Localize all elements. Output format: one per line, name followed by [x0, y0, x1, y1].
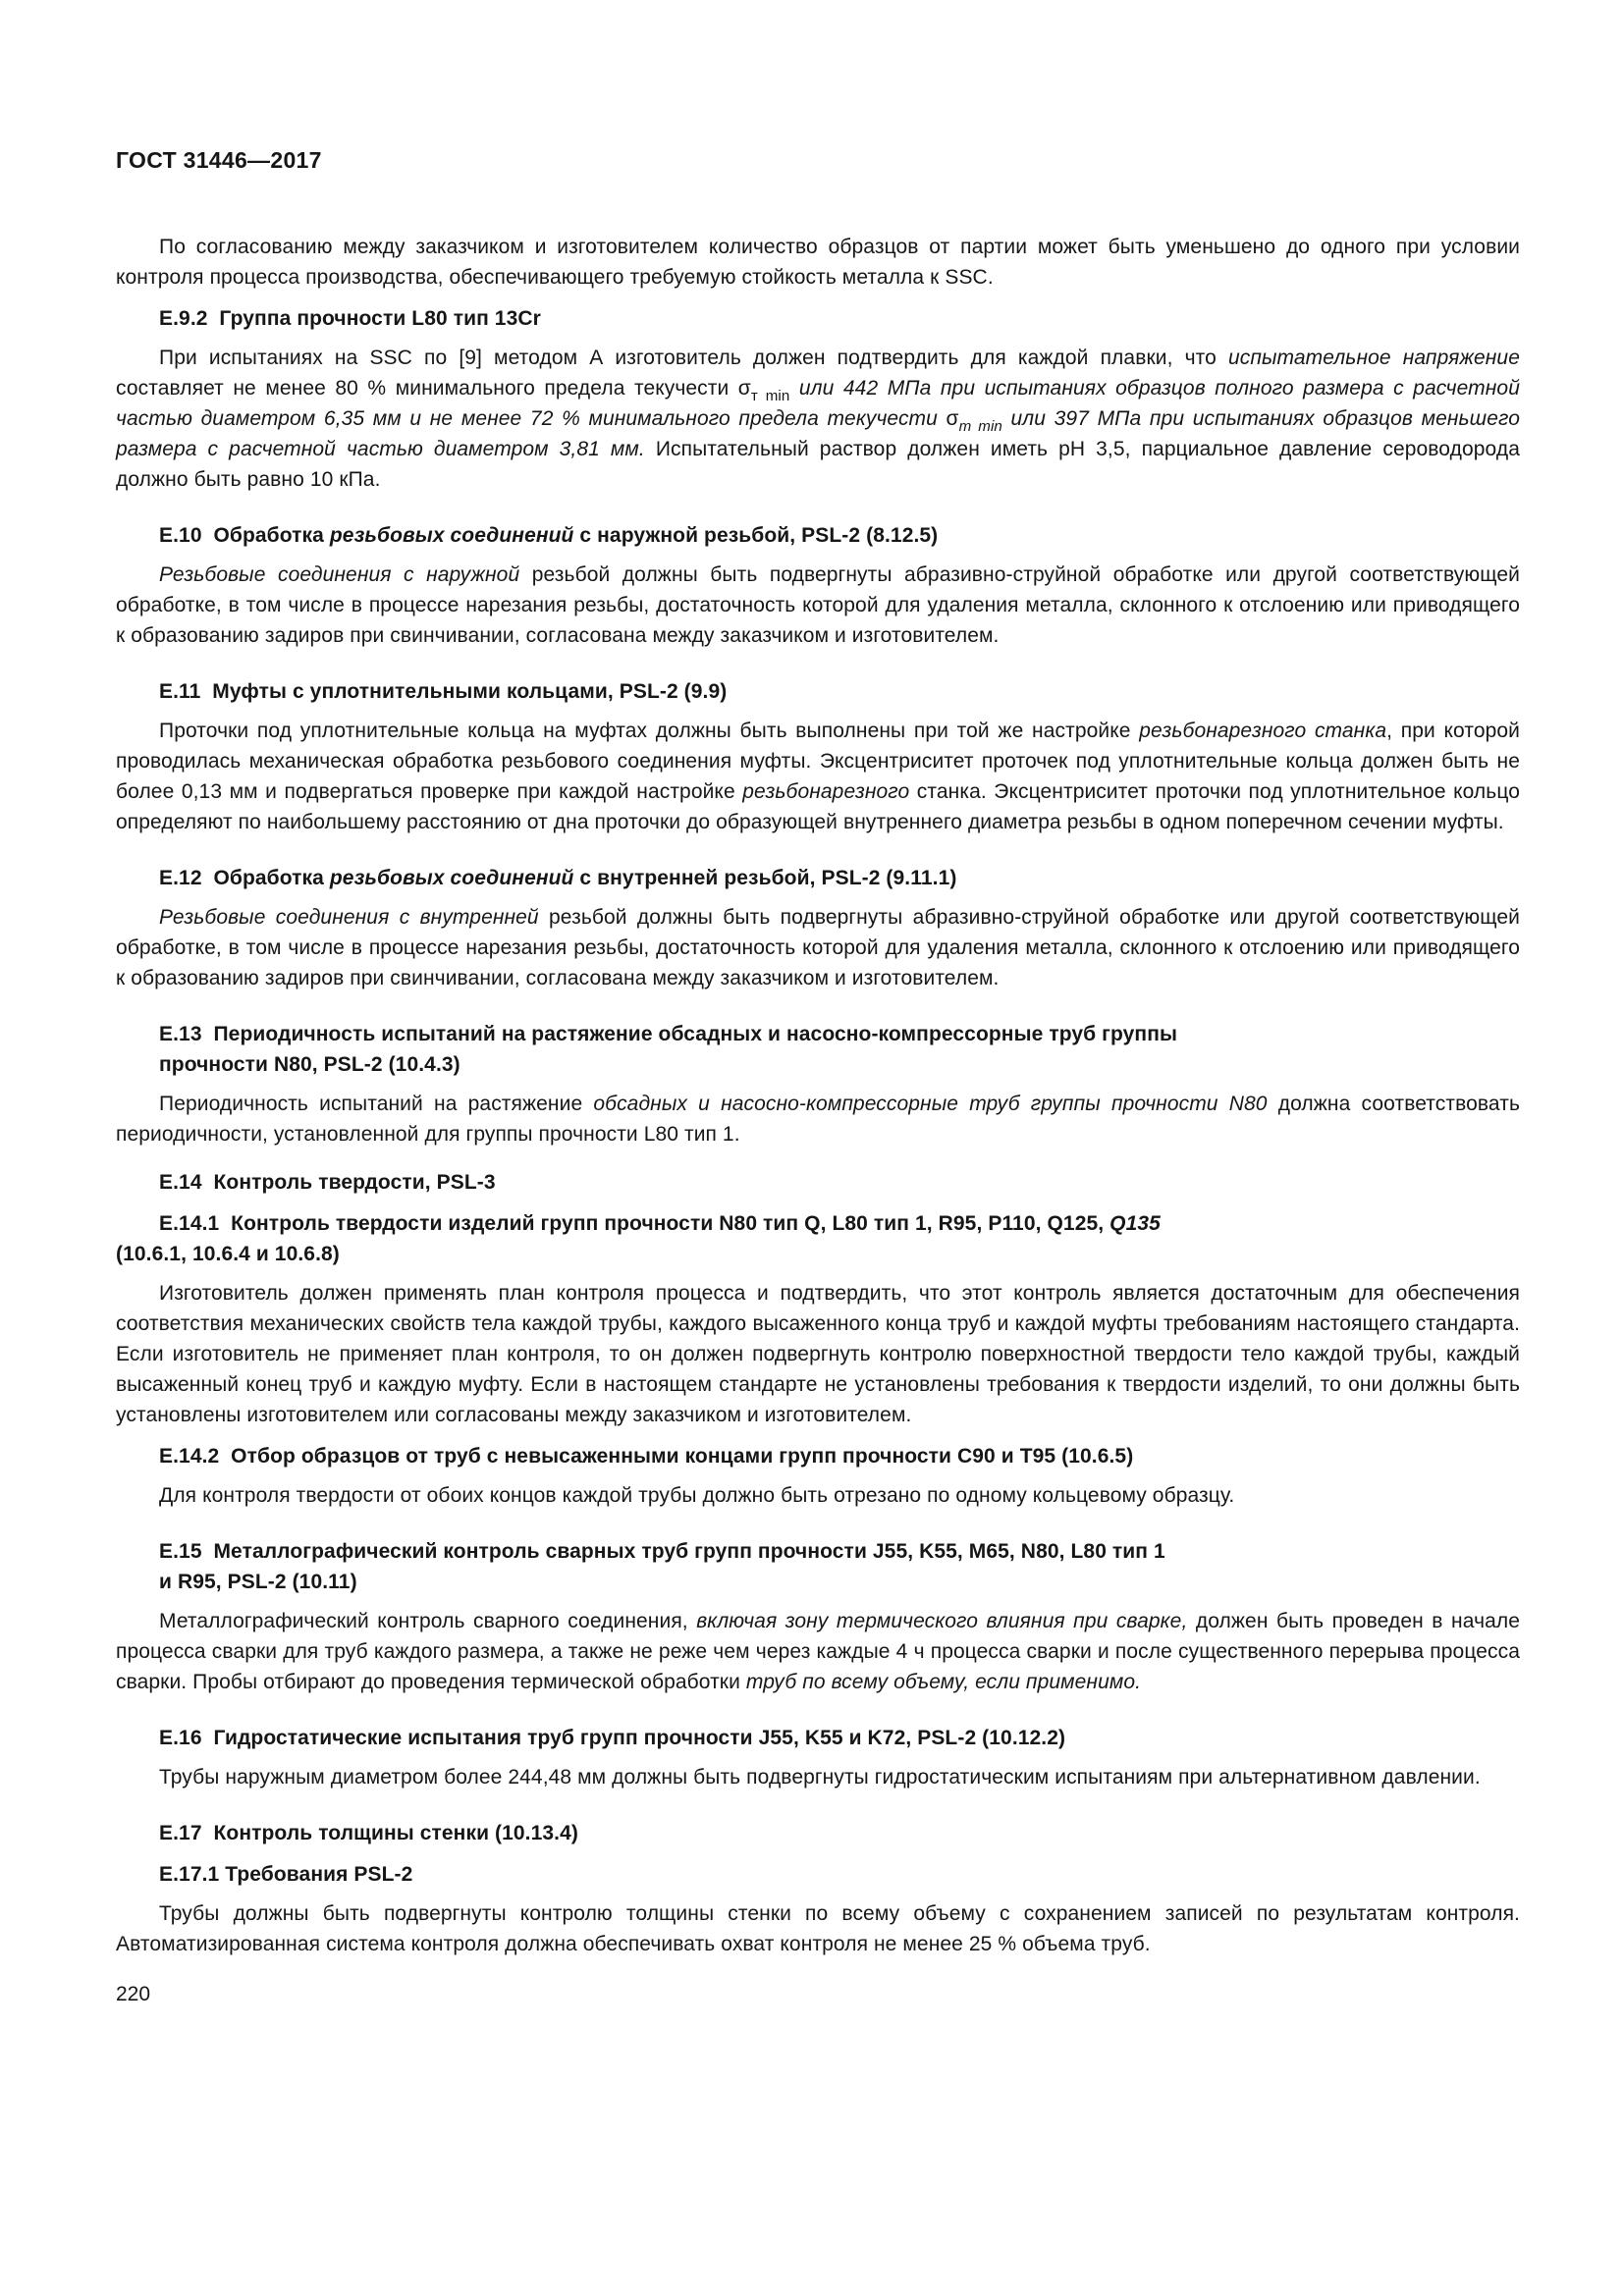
text-run: с наружной резьбой, PSL-2 (8.12.5): [573, 524, 939, 547]
text-run: σ: [946, 407, 959, 430]
text-run: обсадных и насосно-компрессорные труб группы прочности N80: [593, 1093, 1268, 1115]
section-heading: [159, 863, 1520, 893]
section-heading: [159, 1167, 1520, 1198]
section-heading: [159, 1441, 1520, 1471]
text-run: Изготовитель должен применять план контроля процесса и подтвердить, что этот контроль является достаточным для обеспечения соответствия механических свойств тела каждой трубы, каждого высаженного конца труб и каждой муфты требованиям настоящего стандарта. Если изготовитель не применяет план контроля, то он должен подвергнуть контролю поверхностной твердости тело каждой трубы, каждый высаженный конец труб и каждую муфту. Если в настоящем стандарте не установлены требования к твердости изделий, то они должны быть установлены изготовителем или согласованы между заказчиком и изготовителем.: [116, 1282, 1520, 1426]
document-content: [116, 232, 1520, 1959]
body-paragraph: [116, 1762, 1520, 1792]
text-run: резьбовых соединений: [329, 524, 574, 547]
text-run: Металлографический контроль сварного соединения,: [159, 1610, 697, 1632]
body-paragraph: [116, 1606, 1520, 1697]
text-run: Е.14 Контроль твердости, PSL-3: [159, 1171, 496, 1194]
text-run: прочности N80, PSL-2 (10.4.3): [159, 1053, 460, 1076]
document-header-title: ГОСТ 31446—2017: [116, 147, 322, 173]
subscript-run: т min: [750, 387, 790, 404]
section-heading: [159, 520, 1520, 551]
text-run: Проточки под уплотнительные кольца на муфтах должны быть выполнены при той же настройке: [159, 720, 1140, 742]
subscript-run: т min: [958, 417, 1002, 435]
text-run: (10.6.1, 10.6.4 и 10.6.8): [116, 1243, 340, 1265]
text-run: должен быть проведен в начале процесса сварки для труб каждого размера, а также не реже чем через каждые 4 ч процесса сварки и после существенного перерыва процесса сварки. Пробы отбирают до проведения термической обработки: [116, 1610, 1521, 1693]
text-run: должна соответствовать периодичности, установленной для группы прочности L80 тип 1.: [116, 1093, 1520, 1146]
text-run: резьбовых соединений: [329, 867, 574, 889]
text-run: Испытательный раствор должен иметь pH 3,5, парциальное давление сероводорода должно быть равно 10 кПа.: [116, 438, 1520, 491]
body-paragraph: [116, 1089, 1520, 1149]
body-paragraph: [116, 1898, 1520, 1959]
text-run: труб по всему объему, если применимо.: [745, 1671, 1142, 1693]
section-heading: [159, 1859, 1520, 1890]
text-run: с внутренней резьбой, PSL-2 (9.11.1): [573, 867, 957, 889]
text-run: или 442 МПа при испытаниях образцов полного размера с расчетной частью диаметром 6,35 мм и не менее 72 % минимального предела текучести: [116, 377, 1520, 430]
text-run: резьбой должны быть подвергнуты абразивно-струйной обработке или другой соответствующей обработке, в том числе в процессе нарезания резьбы, достаточность которой для удаления металла, склонного к отслоению или приводящего к образованию задиров при свинчивании, согласована между заказчиком и изготовителем.: [116, 906, 1520, 989]
text-run: , при которой проводилась механическая обработка резьбового соединения муфты. Эксцентриситет проточек под уплотнительные кольца должен быть не более 0,13 мм и подвергаться проверке при каждой настройке: [116, 720, 1520, 803]
text-run: Е.14.1 Контроль твердости изделий групп прочности N80 тип Q, L80 тип 1, R95, P110, Q125,: [159, 1212, 1110, 1235]
text-run: По согласованию между заказчиком и изготовителем количество образцов от партии может быть уменьшено до одного при условии контроля процесса производства, обеспечивающего требуемую стойкость металла к SSC.: [116, 236, 1520, 289]
text-run: Е.16 Гидростатические испытания труб групп прочности J55, K55 и K72, PSL-2 (10.12.2): [159, 1727, 1066, 1749]
text-run: станка. Эксцентриситет проточки под уплотнительное кольцо определяют по наибольшему расстоянию от дна проточки до образующей внутреннего диаметра резьбы в одном поперечном сечении муфты.: [116, 780, 1520, 833]
text-run: Резьбовые соединения с наружной: [159, 563, 520, 586]
text-run: Q135: [1109, 1212, 1161, 1235]
body-paragraph: [116, 716, 1520, 837]
body-paragraph: [116, 1278, 1520, 1430]
text-run: Резьбовые соединения с внутренней: [159, 906, 539, 929]
text-run: или 397 МПа при испытаниях образцов меньшего размера с расчетной частью диаметром 3,81 мм.: [116, 407, 1520, 460]
text-run: При испытаниях на SSC по [9] методом А изготовитель должен подтвердить для каждой плавки, что: [159, 347, 1228, 369]
text-run: включая зону термического влияния при сварке,: [696, 1610, 1188, 1632]
section-heading: [159, 1019, 1520, 1080]
text-run: Е.12 Обработка: [159, 867, 330, 889]
text-run: Е.13 Периодичность испытаний на растяжение обсадных и насосно-компрессорные труб группы: [159, 1023, 1178, 1045]
body-paragraph: [116, 902, 1520, 993]
page-number: 220: [116, 1983, 151, 2005]
body-paragraph: [116, 232, 1520, 293]
section-heading: [116, 1208, 1520, 1269]
text-run: испытательное напряжение: [1227, 347, 1520, 369]
text-run: резьбой должны быть подвергнуты абразивно-струйной обработке или другой соответствующей обработке, в том числе в процессе нарезания резьбы, достаточность которой для удаления металла, склонного к отслоению или приводящего к образованию задиров при свинчивании, согласована между заказчиком и изготовителем.: [116, 563, 1521, 647]
text-run: Периодичность испытаний на растяжение: [159, 1093, 594, 1115]
text-run: резьбонарезного станка: [1139, 720, 1387, 742]
text-run: Трубы наружным диаметром более 244,48 мм должны быть подвергнуты гидростатическим испытаниям при альтернативном давлении.: [159, 1766, 1481, 1789]
text-run: Е.10 Обработка: [159, 524, 330, 547]
text-run: Е.17.1 Требования PSL-2: [159, 1863, 413, 1886]
section-heading: [159, 1536, 1520, 1597]
text-run: и R95, PSL-2 (10.11): [159, 1571, 357, 1593]
body-paragraph: [116, 343, 1520, 495]
text-run: Е.17 Контроль толщины стенки (10.13.4): [159, 1822, 578, 1844]
text-run: Е.11 Муфты с уплотнительными кольцами, PSL-2 (9.9): [159, 680, 728, 703]
text-run: Для контроля твердости от обоих концов каждой трубы должно быть отрезано по одному кольцевому образцу.: [159, 1484, 1235, 1507]
text-run: Е.9.2 Группа прочности L80 тип 13Cr: [159, 307, 541, 330]
section-heading: [159, 676, 1520, 707]
section-heading: [159, 1818, 1520, 1848]
text-run: Трубы должны быть подвергнуты контролю толщины стенки по всему объему с сохранением записей по результатам контроля. Автоматизированная система контроля должна обеспечивать охват контроля не менее 25 % объема труб.: [116, 1902, 1520, 1955]
body-paragraph: [116, 560, 1520, 651]
section-heading: [159, 303, 1520, 334]
text-run: Е.14.2 Отбор образцов от труб с невысаженными концами групп прочности С90 и Т95 (10.6.5): [159, 1445, 1134, 1468]
text-run: Е.15 Металлографический контроль сварных труб групп прочности J55, K55, M65, N80, L80 тип 1: [159, 1540, 1165, 1563]
section-heading: [159, 1723, 1520, 1753]
text-run: резьбонарезного: [742, 780, 910, 803]
body-paragraph: [116, 1480, 1520, 1511]
text-run: составляет не менее 80 % минимального предела текучести σ: [116, 377, 751, 400]
